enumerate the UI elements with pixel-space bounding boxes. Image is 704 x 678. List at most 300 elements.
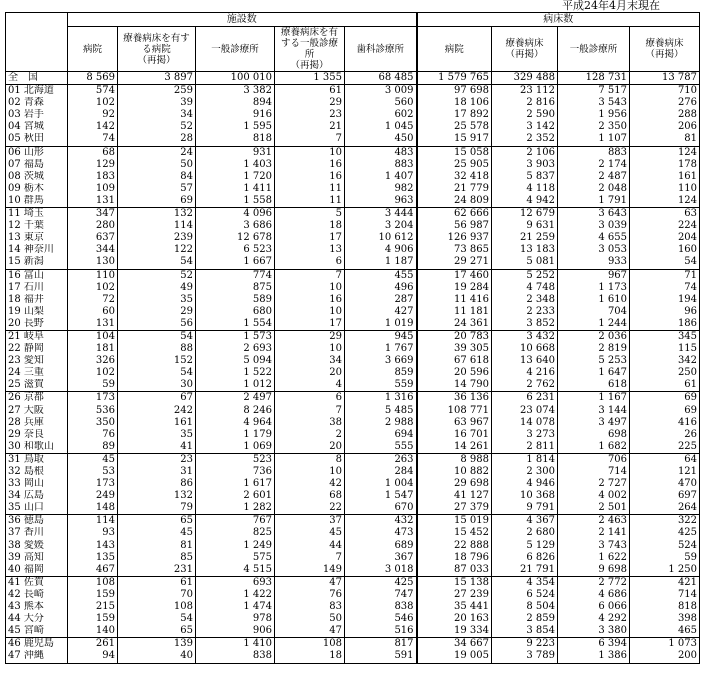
value-cell-ltc-hospitals: 54 bbox=[118, 367, 196, 379]
table-row bbox=[6, 256, 700, 269]
value-cell-hospital-ltc-beds: 2 816 bbox=[492, 97, 558, 109]
prefecture-cell: 10 群馬 bbox=[6, 195, 68, 208]
table-row bbox=[6, 159, 700, 171]
value-cell-hospital-ltc-beds: 3 852 bbox=[492, 318, 558, 331]
value-cell-clinics: 1 667 bbox=[196, 256, 275, 269]
value-cell-hospitals: 109 bbox=[68, 183, 118, 195]
value-cell-clinic-ltc-beds: 121 bbox=[630, 466, 700, 478]
value-cell-hospitals: 142 bbox=[68, 121, 118, 133]
value-cell-clinics: 12 678 bbox=[196, 232, 275, 244]
value-cell-hospital-ltc-beds: 3 903 bbox=[492, 159, 558, 171]
value-cell-clinic-beds: 2 463 bbox=[558, 515, 630, 528]
value-cell-hospital-ltc-beds: 4 367 bbox=[492, 515, 558, 528]
prefecture-cell: 13 東京 bbox=[6, 232, 68, 244]
value-cell-hospital-ltc-beds: 329 488 bbox=[492, 72, 558, 85]
value-cell-ltc-clinics: 1 355 bbox=[275, 72, 345, 85]
prefecture-cell: 43 熊本 bbox=[6, 601, 68, 613]
value-cell-dental-clinics: 1 187 bbox=[345, 256, 417, 269]
value-cell-dental-clinics: 10 612 bbox=[345, 232, 417, 244]
value-cell-clinic-ltc-beds: 1 250 bbox=[630, 564, 700, 577]
value-cell-ltc-clinics: 5 bbox=[275, 208, 345, 221]
prefecture-cell: 17 石川 bbox=[6, 282, 68, 294]
value-cell-clinic-ltc-beds: 178 bbox=[630, 159, 700, 171]
value-cell-dental-clinics: 427 bbox=[345, 306, 417, 318]
prefecture-cell: 06 山形 bbox=[6, 146, 68, 159]
table-row bbox=[6, 220, 700, 232]
value-cell-clinic-beds: 2 350 bbox=[558, 121, 630, 133]
value-cell-dental-clinics: 3 009 bbox=[345, 85, 417, 98]
value-cell-dental-clinics: 838 bbox=[345, 601, 417, 613]
col-header-label: 療養病床を有する一般診療所 bbox=[280, 27, 338, 60]
table-row bbox=[6, 490, 700, 502]
value-cell-ltc-hospitals: 35 bbox=[118, 429, 196, 441]
value-cell-ltc-clinics: 76 bbox=[275, 589, 345, 601]
value-cell-clinic-ltc-beds: 161 bbox=[630, 171, 700, 183]
value-cell-dental-clinics: 3 018 bbox=[345, 564, 417, 577]
value-cell-hospitals: 72 bbox=[68, 294, 118, 306]
prefecture-cell: 26 京都 bbox=[6, 392, 68, 405]
prefecture-cell: 22 静岡 bbox=[6, 343, 68, 355]
col-header-label: 一般診療所 bbox=[569, 43, 618, 55]
col-header-label: 病院 bbox=[444, 43, 464, 55]
prefecture-cell: 47 沖縄 bbox=[6, 650, 68, 663]
value-cell-ltc-hospitals: 56 bbox=[118, 318, 196, 331]
value-cell-clinic-beds: 1 244 bbox=[558, 318, 630, 331]
value-cell-hospital-beds: 18 106 bbox=[417, 97, 492, 109]
value-cell-dental-clinics: 859 bbox=[345, 367, 417, 379]
col-header-sub: （再掲） bbox=[290, 60, 329, 71]
value-cell-ltc-clinics: 149 bbox=[275, 564, 345, 577]
value-cell-hospitals: 181 bbox=[68, 343, 118, 355]
value-cell-hospitals: 159 bbox=[68, 589, 118, 601]
prefecture-cell: 28 兵庫 bbox=[6, 417, 68, 429]
value-cell-hospital-ltc-beds: 13 640 bbox=[492, 355, 558, 367]
value-cell-clinic-beds: 2 727 bbox=[558, 478, 630, 490]
value-cell-clinic-ltc-beds: 59 bbox=[630, 552, 700, 564]
value-cell-hospitals: 347 bbox=[68, 208, 118, 221]
value-cell-hospital-ltc-beds: 4 216 bbox=[492, 367, 558, 379]
value-cell-clinic-ltc-beds: 264 bbox=[630, 502, 700, 515]
value-cell-ltc-hospitals: 54 bbox=[118, 330, 196, 343]
value-cell-clinic-ltc-beds: 64 bbox=[630, 453, 700, 466]
prefecture-cell: 18 福井 bbox=[6, 294, 68, 306]
value-cell-clinic-ltc-beds: 416 bbox=[630, 417, 700, 429]
value-cell-clinic-beds: 3 144 bbox=[558, 405, 630, 417]
value-cell-hospitals: 131 bbox=[68, 318, 118, 331]
prefecture-cell: 25 滋賀 bbox=[6, 379, 68, 392]
value-cell-hospital-beds: 126 937 bbox=[417, 232, 492, 244]
value-cell-ltc-clinics: 17 bbox=[275, 232, 345, 244]
value-cell-hospitals: 89 bbox=[68, 441, 118, 454]
value-cell-clinic-ltc-beds: 160 bbox=[630, 244, 700, 256]
value-cell-hospital-beds: 15 138 bbox=[417, 576, 492, 589]
value-cell-dental-clinics: 883 bbox=[345, 159, 417, 171]
value-cell-ltc-clinics: 11 bbox=[275, 183, 345, 195]
value-cell-clinics: 875 bbox=[196, 282, 275, 294]
value-cell-clinic-beds: 3 743 bbox=[558, 540, 630, 552]
value-cell-dental-clinics: 263 bbox=[345, 453, 417, 466]
value-cell-clinic-ltc-beds: 61 bbox=[630, 379, 700, 392]
prefecture-cell: 42 長崎 bbox=[6, 589, 68, 601]
value-cell-clinic-ltc-beds: 250 bbox=[630, 367, 700, 379]
value-cell-hospital-ltc-beds: 10 668 bbox=[492, 343, 558, 355]
value-cell-hospitals: 183 bbox=[68, 171, 118, 183]
value-cell-clinic-beds: 1 167 bbox=[558, 392, 630, 405]
value-cell-clinic-beds: 128 731 bbox=[558, 72, 630, 85]
value-cell-hospital-ltc-beds: 23 112 bbox=[492, 85, 558, 98]
value-cell-hospital-ltc-beds: 9 631 bbox=[492, 220, 558, 232]
value-cell-clinic-ltc-beds: 204 bbox=[630, 232, 700, 244]
value-cell-ltc-clinics: 10 bbox=[275, 343, 345, 355]
value-cell-hospitals: 130 bbox=[68, 256, 118, 269]
value-cell-ltc-clinics: 18 bbox=[275, 220, 345, 232]
value-cell-ltc-clinics: 44 bbox=[275, 540, 345, 552]
value-cell-clinic-ltc-beds: 124 bbox=[630, 146, 700, 159]
value-cell-clinics: 916 bbox=[196, 109, 275, 121]
value-cell-ltc-clinics: 17 bbox=[275, 318, 345, 331]
value-cell-hospital-beds: 20 163 bbox=[417, 613, 492, 625]
value-cell-hospitals: 215 bbox=[68, 601, 118, 613]
value-cell-ltc-hospitals: 88 bbox=[118, 343, 196, 355]
value-cell-dental-clinics: 591 bbox=[345, 650, 417, 663]
value-cell-dental-clinics: 560 bbox=[345, 97, 417, 109]
value-cell-ltc-clinics: 29 bbox=[275, 330, 345, 343]
value-cell-ltc-clinics: 38 bbox=[275, 417, 345, 429]
value-cell-hospital-beds: 63 967 bbox=[417, 417, 492, 429]
value-cell-clinic-ltc-beds: 714 bbox=[630, 589, 700, 601]
value-cell-hospital-ltc-beds: 2 680 bbox=[492, 527, 558, 539]
col-header-label: 療養病床 bbox=[505, 38, 544, 49]
value-cell-dental-clinics: 496 bbox=[345, 282, 417, 294]
value-cell-clinic-beds: 698 bbox=[558, 429, 630, 441]
value-cell-clinic-ltc-beds: 225 bbox=[630, 441, 700, 454]
value-cell-clinic-beds: 714 bbox=[558, 466, 630, 478]
value-cell-ltc-clinics: 6 bbox=[275, 256, 345, 269]
value-cell-clinic-ltc-beds: 818 bbox=[630, 601, 700, 613]
value-cell-hospital-beds: 24 361 bbox=[417, 318, 492, 331]
value-cell-hospital-beds: 32 418 bbox=[417, 171, 492, 183]
table-row bbox=[6, 232, 700, 244]
value-cell-ltc-clinics: 6 bbox=[275, 392, 345, 405]
table-row bbox=[6, 564, 700, 577]
value-cell-ltc-hospitals: 65 bbox=[118, 515, 196, 528]
value-cell-clinics: 825 bbox=[196, 527, 275, 539]
table-row bbox=[6, 392, 700, 405]
value-cell-ltc-clinics: 61 bbox=[275, 85, 345, 98]
value-cell-hospital-ltc-beds: 6 231 bbox=[492, 392, 558, 405]
table-row bbox=[6, 146, 700, 159]
prefecture-cell: 37 香川 bbox=[6, 527, 68, 539]
value-cell-hospital-ltc-beds: 2 811 bbox=[492, 441, 558, 454]
value-cell-clinic-ltc-beds: 345 bbox=[630, 330, 700, 343]
value-cell-dental-clinics: 1 547 bbox=[345, 490, 417, 502]
date-note: 平成24年4月末現在 bbox=[562, 0, 660, 12]
value-cell-clinic-ltc-beds: 697 bbox=[630, 490, 700, 502]
value-cell-ltc-clinics: 83 bbox=[275, 601, 345, 613]
col-header-hospital-ltc-beds bbox=[492, 27, 558, 72]
value-cell-hospital-beds: 19 005 bbox=[417, 650, 492, 663]
value-cell-hospitals: 110 bbox=[68, 269, 118, 282]
value-cell-clinics: 2 497 bbox=[196, 392, 275, 405]
value-cell-clinic-beds: 1 622 bbox=[558, 552, 630, 564]
value-cell-clinic-beds: 4 292 bbox=[558, 613, 630, 625]
table-row bbox=[6, 208, 700, 221]
value-cell-hospital-beds: 87 033 bbox=[417, 564, 492, 577]
value-cell-clinic-beds: 2 487 bbox=[558, 171, 630, 183]
table-row bbox=[6, 576, 700, 589]
value-cell-clinics: 1 573 bbox=[196, 330, 275, 343]
col-header-ltc-clinics bbox=[275, 27, 345, 72]
value-cell-clinic-beds: 883 bbox=[558, 146, 630, 159]
value-cell-dental-clinics: 2 988 bbox=[345, 417, 417, 429]
value-cell-clinic-ltc-beds: 69 bbox=[630, 392, 700, 405]
value-cell-dental-clinics: 555 bbox=[345, 441, 417, 454]
value-cell-clinic-ltc-beds: 186 bbox=[630, 318, 700, 331]
value-cell-clinics: 736 bbox=[196, 466, 275, 478]
value-cell-ltc-clinics: 10 bbox=[275, 466, 345, 478]
value-cell-ltc-clinics: 16 bbox=[275, 159, 345, 171]
value-cell-ltc-clinics: 22 bbox=[275, 502, 345, 515]
table-row bbox=[6, 502, 700, 515]
value-cell-hospitals: 102 bbox=[68, 97, 118, 109]
value-cell-ltc-clinics: 7 bbox=[275, 405, 345, 417]
prefecture-cell: 44 大分 bbox=[6, 613, 68, 625]
value-cell-dental-clinics: 68 485 bbox=[345, 72, 417, 85]
value-cell-ltc-hospitals: 54 bbox=[118, 613, 196, 625]
value-cell-hospitals: 143 bbox=[68, 540, 118, 552]
value-cell-ltc-clinics: 47 bbox=[275, 625, 345, 638]
value-cell-hospital-ltc-beds: 13 183 bbox=[492, 244, 558, 256]
value-cell-hospital-beds: 34 667 bbox=[417, 638, 492, 651]
value-cell-hospitals: 53 bbox=[68, 466, 118, 478]
value-cell-dental-clinics: 3 204 bbox=[345, 220, 417, 232]
value-cell-hospital-beds: 67 618 bbox=[417, 355, 492, 367]
value-cell-dental-clinics: 473 bbox=[345, 527, 417, 539]
value-cell-ltc-clinics: 29 bbox=[275, 97, 345, 109]
value-cell-clinics: 1 558 bbox=[196, 195, 275, 208]
value-cell-clinics: 589 bbox=[196, 294, 275, 306]
value-cell-dental-clinics: 3 669 bbox=[345, 355, 417, 367]
value-cell-hospital-ltc-beds: 21 259 bbox=[492, 232, 558, 244]
prefecture-cell: 03 岩手 bbox=[6, 109, 68, 121]
value-cell-hospital-ltc-beds: 2 859 bbox=[492, 613, 558, 625]
value-cell-hospital-ltc-beds: 4 118 bbox=[492, 183, 558, 195]
value-cell-ltc-clinics: 68 bbox=[275, 490, 345, 502]
value-cell-hospital-beds: 73 865 bbox=[417, 244, 492, 256]
value-cell-hospitals: 93 bbox=[68, 527, 118, 539]
value-cell-hospitals: 249 bbox=[68, 490, 118, 502]
value-cell-ltc-clinics: 20 bbox=[275, 441, 345, 454]
value-cell-clinics: 100 010 bbox=[196, 72, 275, 85]
value-cell-hospital-beds: 14 790 bbox=[417, 379, 492, 392]
value-cell-clinic-ltc-beds: 425 bbox=[630, 527, 700, 539]
table-row bbox=[6, 638, 700, 651]
table-row bbox=[6, 294, 700, 306]
value-cell-clinics: 693 bbox=[196, 576, 275, 589]
value-cell-clinic-ltc-beds: 1 073 bbox=[630, 638, 700, 651]
value-cell-hospital-beds: 29 271 bbox=[417, 256, 492, 269]
value-cell-clinic-beds: 1 610 bbox=[558, 294, 630, 306]
value-cell-hospital-beds: 97 698 bbox=[417, 85, 492, 98]
value-cell-hospital-ltc-beds: 23 074 bbox=[492, 405, 558, 417]
value-cell-dental-clinics: 694 bbox=[345, 429, 417, 441]
prefecture-cell: 31 鳥取 bbox=[6, 453, 68, 466]
value-cell-hospitals: 159 bbox=[68, 613, 118, 625]
value-cell-clinic-beds: 2 141 bbox=[558, 527, 630, 539]
table-row bbox=[6, 85, 700, 98]
prefecture-cell: 21 岐阜 bbox=[6, 330, 68, 343]
table-row bbox=[6, 379, 700, 392]
prefecture-cell: 30 和歌山 bbox=[6, 441, 68, 454]
value-cell-clinics: 1 179 bbox=[196, 429, 275, 441]
value-cell-clinics: 1 410 bbox=[196, 638, 275, 651]
value-cell-clinic-beds: 9 698 bbox=[558, 564, 630, 577]
value-cell-hospital-beds: 19 284 bbox=[417, 282, 492, 294]
value-cell-clinics: 767 bbox=[196, 515, 275, 528]
value-cell-hospital-ltc-beds: 2 233 bbox=[492, 306, 558, 318]
table-row bbox=[6, 244, 700, 256]
table-row bbox=[6, 650, 700, 663]
value-cell-ltc-hospitals: 35 bbox=[118, 294, 196, 306]
value-cell-clinics: 1 617 bbox=[196, 478, 275, 490]
table-row bbox=[6, 343, 700, 355]
prefecture-cell: 39 高知 bbox=[6, 552, 68, 564]
value-cell-ltc-hospitals: 29 bbox=[118, 306, 196, 318]
value-cell-hospital-beds: 36 136 bbox=[417, 392, 492, 405]
value-cell-clinics: 3 382 bbox=[196, 85, 275, 98]
value-cell-hospitals: 94 bbox=[68, 650, 118, 663]
value-cell-dental-clinics: 1 019 bbox=[345, 318, 417, 331]
prefecture-cell: 11 埼玉 bbox=[6, 208, 68, 221]
value-cell-clinics: 575 bbox=[196, 552, 275, 564]
value-cell-ltc-clinics: 10 bbox=[275, 146, 345, 159]
value-cell-hospital-ltc-beds: 4 748 bbox=[492, 282, 558, 294]
value-cell-clinics: 3 686 bbox=[196, 220, 275, 232]
value-cell-hospital-beds: 21 779 bbox=[417, 183, 492, 195]
table-row bbox=[6, 330, 700, 343]
value-cell-ltc-hospitals: 54 bbox=[118, 256, 196, 269]
value-cell-hospital-ltc-beds: 4 354 bbox=[492, 576, 558, 589]
value-cell-hospitals: 129 bbox=[68, 159, 118, 171]
value-cell-clinic-beds: 4 686 bbox=[558, 589, 630, 601]
value-cell-hospitals: 74 bbox=[68, 133, 118, 146]
prefecture-cell: 33 岡山 bbox=[6, 478, 68, 490]
value-cell-hospitals: 326 bbox=[68, 355, 118, 367]
value-cell-hospital-ltc-beds: 5 081 bbox=[492, 256, 558, 269]
value-cell-hospital-beds: 15 452 bbox=[417, 527, 492, 539]
value-cell-hospitals: 261 bbox=[68, 638, 118, 651]
value-cell-ltc-clinics: 108 bbox=[275, 638, 345, 651]
value-cell-ltc-hospitals: 81 bbox=[118, 540, 196, 552]
value-cell-dental-clinics: 287 bbox=[345, 294, 417, 306]
value-cell-clinics: 838 bbox=[196, 650, 275, 663]
table-row bbox=[6, 417, 700, 429]
value-cell-hospitals: 350 bbox=[68, 417, 118, 429]
value-cell-dental-clinics: 1 004 bbox=[345, 478, 417, 490]
table-row bbox=[6, 318, 700, 331]
prefecture-cell: 41 佐賀 bbox=[6, 576, 68, 589]
value-cell-hospital-ltc-beds: 14 078 bbox=[492, 417, 558, 429]
value-cell-dental-clinics: 670 bbox=[345, 502, 417, 515]
prefecture-cell: 05 秋田 bbox=[6, 133, 68, 146]
value-cell-hospital-ltc-beds: 10 368 bbox=[492, 490, 558, 502]
prefecture-cell: 07 福島 bbox=[6, 159, 68, 171]
value-cell-clinic-beds: 7 517 bbox=[558, 85, 630, 98]
value-cell-clinic-ltc-beds: 194 bbox=[630, 294, 700, 306]
value-cell-ltc-hospitals: 139 bbox=[118, 638, 196, 651]
value-cell-clinics: 4 515 bbox=[196, 564, 275, 577]
value-cell-ltc-hospitals: 84 bbox=[118, 171, 196, 183]
value-cell-ltc-clinics: 2 bbox=[275, 429, 345, 441]
prefecture-cell: 24 三重 bbox=[6, 367, 68, 379]
value-cell-hospital-beds: 8 988 bbox=[417, 453, 492, 466]
beds-group-header: 病床数 bbox=[417, 13, 700, 27]
value-cell-ltc-hospitals: 69 bbox=[118, 195, 196, 208]
value-cell-ltc-hospitals: 132 bbox=[118, 490, 196, 502]
table-row bbox=[6, 441, 700, 454]
value-cell-clinics: 1 411 bbox=[196, 183, 275, 195]
value-cell-clinic-ltc-beds: 54 bbox=[630, 256, 700, 269]
value-cell-clinic-ltc-beds: 13 787 bbox=[630, 72, 700, 85]
value-cell-dental-clinics: 945 bbox=[345, 330, 417, 343]
value-cell-clinic-beds: 1 107 bbox=[558, 133, 630, 146]
prefecture-cell: 20 長野 bbox=[6, 318, 68, 331]
value-cell-dental-clinics: 1 407 bbox=[345, 171, 417, 183]
value-cell-dental-clinics: 747 bbox=[345, 589, 417, 601]
value-cell-clinic-beds: 2 772 bbox=[558, 576, 630, 589]
value-cell-clinics: 1 474 bbox=[196, 601, 275, 613]
value-cell-hospital-beds: 1 579 765 bbox=[417, 72, 492, 85]
prefecture-cell: 27 大阪 bbox=[6, 405, 68, 417]
value-cell-hospitals: 637 bbox=[68, 232, 118, 244]
prefecture-cell: 08 茨城 bbox=[6, 171, 68, 183]
value-cell-clinic-ltc-beds: 288 bbox=[630, 109, 700, 121]
value-cell-clinic-beds: 3 039 bbox=[558, 220, 630, 232]
value-cell-clinic-ltc-beds: 81 bbox=[630, 133, 700, 146]
value-cell-hospital-beds: 16 701 bbox=[417, 429, 492, 441]
prefecture-cell: 12 千葉 bbox=[6, 220, 68, 232]
value-cell-hospitals: 108 bbox=[68, 576, 118, 589]
value-cell-ltc-clinics: 10 bbox=[275, 306, 345, 318]
value-cell-ltc-hospitals: 31 bbox=[118, 466, 196, 478]
value-cell-dental-clinics: 982 bbox=[345, 183, 417, 195]
value-cell-clinic-beds: 4 655 bbox=[558, 232, 630, 244]
value-cell-ltc-clinics: 16 bbox=[275, 294, 345, 306]
value-cell-clinics: 1 595 bbox=[196, 121, 275, 133]
value-cell-clinic-ltc-beds: 71 bbox=[630, 269, 700, 282]
value-cell-clinic-beds: 1 386 bbox=[558, 650, 630, 663]
value-cell-ltc-hospitals: 132 bbox=[118, 208, 196, 221]
value-cell-ltc-clinics: 7 bbox=[275, 133, 345, 146]
value-cell-clinics: 2 601 bbox=[196, 490, 275, 502]
value-cell-clinics: 1 403 bbox=[196, 159, 275, 171]
value-cell-clinic-ltc-beds: 124 bbox=[630, 195, 700, 208]
value-cell-ltc-clinics: 18 bbox=[275, 650, 345, 663]
table-row bbox=[6, 601, 700, 613]
value-cell-ltc-clinics: 37 bbox=[275, 515, 345, 528]
value-cell-hospital-ltc-beds: 9 791 bbox=[492, 502, 558, 515]
col-header-label: 一般診療所 bbox=[211, 43, 259, 55]
value-cell-hospital-beds: 27 379 bbox=[417, 502, 492, 515]
value-cell-hospitals: 131 bbox=[68, 195, 118, 208]
col-header-clinic-ltc-beds bbox=[630, 27, 700, 72]
value-cell-hospitals: 102 bbox=[68, 367, 118, 379]
value-cell-hospital-ltc-beds: 9 223 bbox=[492, 638, 558, 651]
value-cell-hospitals: 76 bbox=[68, 429, 118, 441]
value-cell-clinic-beds: 6 394 bbox=[558, 638, 630, 651]
value-cell-dental-clinics: 483 bbox=[345, 146, 417, 159]
prefecture-cell: 01 北海道 bbox=[6, 85, 68, 98]
